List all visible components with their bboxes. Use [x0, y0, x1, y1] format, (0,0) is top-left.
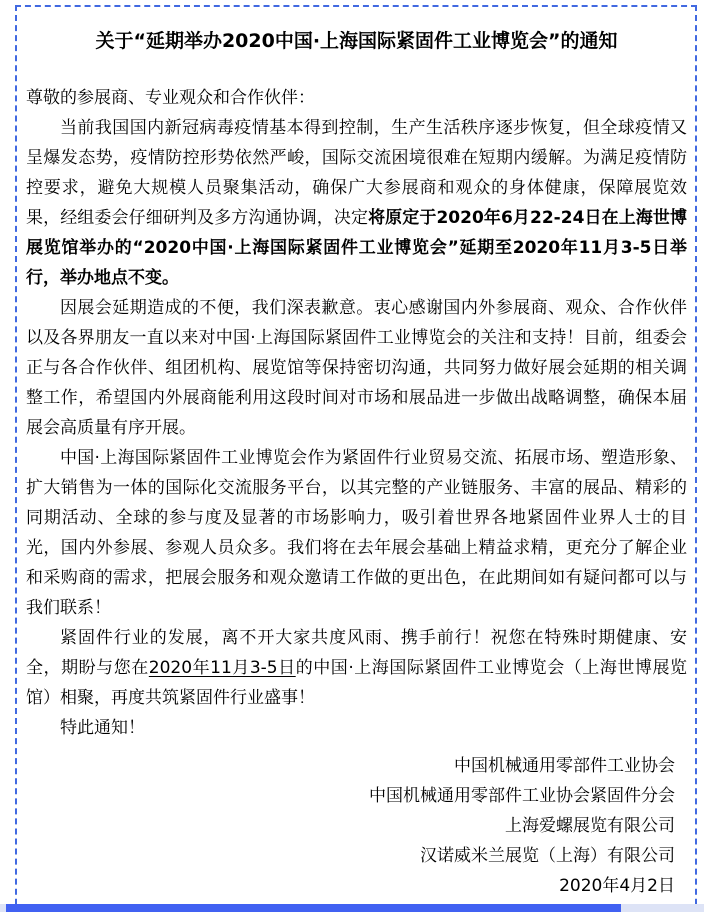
notice-paragraph [26, 443, 687, 623]
notice-paragraph [26, 623, 687, 713]
underlined-date: 2020年11月3-5日 [148, 658, 296, 678]
signature-line: 中国机械通用零部件工业协会紧固件分会 [369, 786, 675, 806]
notice-body [26, 83, 687, 901]
notice-paragraph [26, 293, 687, 443]
notice-title: 关于“延期举办2020中国·上海国际紧固件工业博览会”的通知 [95, 30, 618, 52]
salutation: 尊敬的参展商、专业观众和合作伙伴： [26, 88, 315, 108]
notice-date: 2020年4月2日 [559, 876, 675, 896]
text-run: 紧固件行业的发展，离不开大家共度风雨、携手前行！祝您在特殊时期健康、安全，期盼与您在 [26, 628, 687, 678]
text-run: 中国·上海国际紧固件工业博览会作为紧固件行业贸易交流、拓展市场、塑造形象、扩大销售为一体的国际化交流服务平台，以其完整的产业链服务、丰富的展品、精彩的同期活动、全球的参与度及显著的市场影响力，吸引着世界各地紧固件业界人士的目光，国内外参展、参观人员众多。我们将在去年展会基础上精益求精，更充分了解企业和采购商的需求，把展会服务和观众邀请工作做的更出色，在此期间如有疑问都可以与我们联系！ [26, 448, 687, 618]
signature-line: 汉诺威米兰展览（上海）有限公司 [420, 846, 675, 866]
text-run: 特此通知！ [60, 718, 145, 738]
text-run: 当前我国国内新冠病毒疫情基本得到控制，生产生活秩序逐步恢复，但全球疫情又呈爆发态势，疫情防控形势依然严峻，国际交流困境很难在短期内缓解。为满足疫情防控要求，避免大规模人员聚集活动，确保广大参展商和观众的身体健康，保障展览效果，经组委会仔细研判及多方沟通协调，决定 [26, 118, 687, 228]
signature-block [26, 751, 687, 901]
paragraphs-container [26, 113, 687, 743]
text-run: 因展会延期造成的不便，我们深表歉意。衷心感谢国内外参展商、观众、合作伙伴以及各界朋友一直以来对中国·上海国际紧固件工业博览会的关注和支持！目前，组委会正与各合作伙伴、组团机构、展览馆等保持密切沟通，共同努力做好展会延期的相关调整工作，希望国内外展商能利用这段时间对市场和展品进一步做出战略调整，确保本届展会高质量有序开展。 [26, 298, 687, 438]
text-run: 的中国·上海国际紧固件工业博览会（上海世博展览馆）相聚，再度共筑紧固件行业盛事！ [26, 658, 687, 708]
signature-line: 上海爱螺展览有限公司 [505, 816, 675, 836]
horizontal-scrollbar-thumb[interactable] [6, 904, 621, 912]
signature-line: 中国机械通用零部件工业协会 [454, 756, 675, 776]
document-border [15, 5, 697, 912]
bold-emphasis: 将原定于2020年6月22-24日在上海世博展览馆举办的“2020中国·上海国际紧固件工业博览会”延期至2020年11月3-5日举行，举办地点不变。 [26, 208, 688, 288]
horizontal-scrollbar-track[interactable] [0, 904, 704, 912]
notice-paragraph [26, 713, 687, 743]
notice-paragraph [26, 113, 687, 293]
